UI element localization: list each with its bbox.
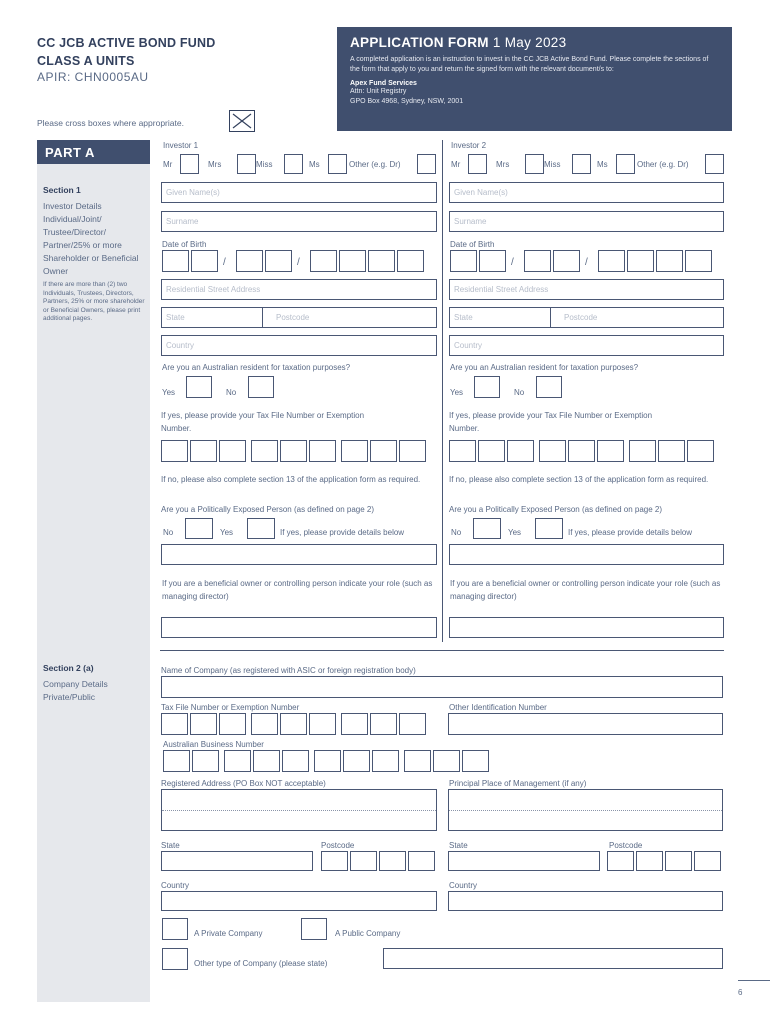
cross-example-box	[229, 110, 255, 132]
registry-company: Apex Fund Services	[350, 80, 417, 87]
company-name-field[interactable]	[161, 676, 723, 698]
abn-digit-box[interactable]	[282, 750, 309, 772]
dob-box[interactable]	[553, 250, 580, 272]
title-checkbox[interactable]	[468, 154, 487, 174]
section1-description: Investor Details Individual/Joint/ Trustee/Director/ Partner/25% or more Shareholder or Beneficial Owner	[43, 201, 139, 276]
pp-postcode-box[interactable]	[665, 851, 692, 871]
cross-icon	[230, 111, 254, 131]
abn-digit-box[interactable]	[163, 750, 190, 772]
pep-yes-label: Yes	[220, 528, 234, 537]
abn-label: Australian Business Number	[163, 740, 264, 749]
company-tfn-digit-box[interactable]	[341, 713, 368, 735]
surname-field[interactable]: Surname	[161, 211, 437, 232]
title-option-label: Ms	[597, 160, 608, 169]
company-country-label: Country	[161, 881, 190, 890]
dob-separator: /	[585, 257, 588, 268]
title-checkbox[interactable]	[572, 154, 591, 174]
section-divider	[160, 650, 724, 651]
registry-address: GPO Box 4968, Sydney, NSW, 2001	[350, 98, 464, 105]
company-country-field[interactable]	[161, 891, 437, 911]
dob-separator: /	[511, 257, 514, 268]
title-checkbox[interactable]	[328, 154, 347, 174]
other-company-checkbox[interactable]	[162, 948, 188, 970]
principal-place-label: Principal Place of Management (if any)	[449, 779, 587, 788]
part-a-label: PART A	[37, 140, 150, 164]
postcode-field: Postcode	[276, 313, 310, 322]
section2-info	[43, 663, 147, 704]
investor-heading: Investor 2	[451, 141, 487, 150]
dob-separator: /	[297, 257, 300, 268]
abn-digit-box[interactable]	[224, 750, 251, 772]
pp-state-field[interactable]	[448, 851, 600, 871]
pep-yes-checkbox[interactable]	[535, 518, 563, 539]
title-option-label: Ms	[309, 160, 320, 169]
tfn-digit-box[interactable]	[190, 440, 217, 462]
tfn-digit-box[interactable]	[539, 440, 566, 462]
country-field[interactable]: Country	[161, 335, 437, 356]
title-checkbox[interactable]	[417, 154, 436, 174]
dob-box[interactable]	[162, 250, 189, 272]
abn-digit-box[interactable]	[433, 750, 460, 772]
title-checkbox[interactable]	[237, 154, 256, 174]
dob-box[interactable]	[479, 250, 506, 272]
pp-postcode-box[interactable]	[694, 851, 721, 871]
pep-detail-label: If yes, please provide details below	[568, 528, 693, 537]
form-date: 1 May 2023	[492, 35, 567, 50]
pep-details-field[interactable]	[449, 544, 724, 565]
section2-description: Company Details Private/Public	[43, 679, 108, 702]
address-line	[162, 810, 436, 811]
company-tfn-digit-box[interactable]	[190, 713, 217, 735]
dob-box[interactable]	[339, 250, 366, 272]
company-tfn-digit-box[interactable]	[309, 713, 336, 735]
resident-question: Are you an Australian resident for taxation purposes?	[450, 363, 639, 372]
resident-yes-checkbox[interactable]	[474, 376, 500, 398]
pep-no-label: No	[451, 528, 462, 537]
abn-digit-box[interactable]	[253, 750, 280, 772]
abn-digit-box[interactable]	[372, 750, 399, 772]
private-company-checkbox[interactable]	[162, 918, 188, 940]
form-title: APPLICATION FORM	[350, 35, 489, 50]
company-state-field[interactable]	[161, 851, 313, 871]
dob-separator: /	[223, 257, 226, 268]
field-divider	[262, 308, 263, 327]
pep-yes-label: Yes	[508, 528, 522, 537]
dob-box[interactable]	[627, 250, 654, 272]
abn-digit-box[interactable]	[404, 750, 431, 772]
principal-place-field[interactable]	[448, 789, 723, 831]
fund-name: CC JCB ACTIVE BOND FUND	[37, 36, 216, 50]
tfn-instruction: If yes, please provide your Tax File Number or Exemption Number.	[449, 411, 653, 433]
company-tfn-digit-box[interactable]	[251, 713, 278, 735]
company-tfn-digit-box[interactable]	[280, 713, 307, 735]
role-field[interactable]	[449, 617, 724, 638]
state-field: State	[454, 313, 473, 322]
investor-heading: Investor 1	[163, 141, 199, 150]
tfn-digit-box[interactable]	[478, 440, 505, 462]
resident-question: Are you an Australian resident for taxation purposes?	[162, 363, 351, 372]
title-checkbox[interactable]	[525, 154, 544, 174]
street-address-field[interactable]: Residential Street Address	[449, 279, 724, 300]
tfn-digit-box[interactable]	[219, 440, 246, 462]
tfn-digit-box[interactable]	[658, 440, 685, 462]
dob-box[interactable]	[685, 250, 712, 272]
resident-no-label: No	[226, 388, 237, 397]
fund-title	[37, 34, 215, 70]
title-option-label: Mr	[163, 160, 173, 169]
section13-note: If no, please also complete section 13 of the application form as required.	[161, 475, 421, 484]
company-postcode-box[interactable]	[408, 851, 435, 871]
dob-box[interactable]	[368, 250, 395, 272]
tfn-digit-box[interactable]	[399, 440, 426, 462]
title-checkbox[interactable]	[284, 154, 303, 174]
apir-code: APIR: CHN0005AU	[37, 70, 149, 84]
tfn-digit-box[interactable]	[568, 440, 595, 462]
section13-note: If no, please also complete section 13 of the application form as required.	[449, 475, 709, 484]
role-instruction: If you are a beneficial owner or controlling person indicate your role (such as managing director)	[162, 579, 433, 601]
dob-label: Date of Birth	[450, 240, 495, 249]
registered-address-label: Registered Address (PO Box NOT acceptable)	[161, 779, 326, 788]
surname-field[interactable]: Surname	[449, 211, 724, 232]
dob-box[interactable]	[310, 250, 337, 272]
company-tfn-digit-box[interactable]	[161, 713, 188, 735]
pep-detail-label: If yes, please provide details below	[280, 528, 405, 537]
section1-info	[43, 185, 147, 324]
pep-question: Are you a Politically Exposed Person (as defined on page 2)	[449, 505, 663, 514]
company-postcode-label: Postcode	[321, 841, 355, 850]
address-line	[449, 810, 722, 811]
pp-country-label: Country	[449, 881, 478, 890]
tfn-digit-box[interactable]	[687, 440, 714, 462]
field-divider	[550, 308, 551, 327]
pep-no-label: No	[163, 528, 174, 537]
abn-digit-box[interactable]	[192, 750, 219, 772]
tfn-digit-box[interactable]	[449, 440, 476, 462]
pp-state-label: State	[449, 841, 468, 850]
company-tfn-digit-box[interactable]	[219, 713, 246, 735]
resident-no-checkbox[interactable]	[248, 376, 274, 398]
pep-no-checkbox[interactable]	[473, 518, 501, 539]
dob-box[interactable]	[524, 250, 551, 272]
country-field[interactable]: Country	[449, 335, 724, 356]
state-postcode-field[interactable]	[161, 307, 437, 328]
pp-country-field[interactable]	[448, 891, 723, 911]
given-name-field[interactable]: Given Name(s)	[449, 182, 724, 203]
pep-yes-checkbox[interactable]	[247, 518, 275, 539]
company-name-label: Name of Company (as registered with ASIC or foreign registration body)	[161, 666, 416, 675]
company-postcode-box[interactable]	[350, 851, 377, 871]
pep-no-checkbox[interactable]	[185, 518, 213, 539]
pep-details-field[interactable]	[161, 544, 437, 565]
role-instruction: If you are a beneficial owner or controlling person indicate your role (such as managing director)	[450, 579, 721, 601]
application-form-header	[337, 27, 732, 131]
tfn-digit-box[interactable]	[161, 440, 188, 462]
title-option-label: Mrs	[496, 160, 510, 169]
investor-divider	[442, 140, 443, 642]
tfn-digit-box[interactable]	[251, 440, 278, 462]
given-name-field[interactable]: Given Name(s)	[161, 182, 437, 203]
role-field[interactable]	[161, 617, 437, 638]
other-company-label: Other type of Company (please state)	[194, 959, 328, 968]
postcode-field: Postcode	[564, 313, 598, 322]
tfn-digit-box[interactable]	[309, 440, 336, 462]
title-checkbox[interactable]	[180, 154, 199, 174]
dob-box[interactable]	[656, 250, 683, 272]
pp-postcode-label: Postcode	[609, 841, 643, 850]
abn-digit-box[interactable]	[343, 750, 370, 772]
title-option-label: Miss	[544, 160, 561, 169]
unit-class: CLASS A UNITS	[37, 54, 135, 68]
form-instruction: A completed application is an instruction to invest in the CC JCB Active Bond Fund. Please complete the sections of the form that apply to you and return the signed form with the relevant document/s to:	[350, 56, 709, 73]
tfn-digit-box[interactable]	[370, 440, 397, 462]
other-company-field[interactable]	[383, 948, 723, 969]
dob-box[interactable]	[191, 250, 218, 272]
abn-digit-box[interactable]	[314, 750, 341, 772]
resident-yes-checkbox[interactable]	[186, 376, 212, 398]
section1-heading: Section 1	[43, 185, 81, 195]
cross-note: Please cross boxes where appropriate.	[37, 118, 184, 128]
dob-box[interactable]	[236, 250, 263, 272]
pp-postcode-box[interactable]	[636, 851, 663, 871]
dob-box[interactable]	[397, 250, 424, 272]
tfn-digit-box[interactable]	[280, 440, 307, 462]
section2-heading: Section 2 (a)	[43, 663, 94, 673]
tfn-digit-box[interactable]	[629, 440, 656, 462]
tfn-digit-box[interactable]	[597, 440, 624, 462]
other-id-field[interactable]	[448, 713, 723, 735]
company-tfn-digit-box[interactable]	[399, 713, 426, 735]
title-option-label: Mrs	[208, 160, 222, 169]
dob-box[interactable]	[450, 250, 477, 272]
title-option-label: Other (e.g. Dr)	[637, 160, 689, 169]
public-company-checkbox[interactable]	[301, 918, 327, 940]
form-title-row	[350, 35, 719, 50]
resident-no-checkbox[interactable]	[536, 376, 562, 398]
company-state-label: State	[161, 841, 180, 850]
section1-note: If there are more than (2) two Individuals, Trustees, Directors, Partners, 25% or more shareholder or Beneficial Owners, please print additional pages.	[43, 281, 145, 322]
page-number-rule	[738, 980, 770, 981]
page-number: 6	[738, 988, 743, 997]
pep-question: Are you a Politically Exposed Person (as defined on page 2)	[161, 505, 375, 514]
street-address-field[interactable]: Residential Street Address	[161, 279, 437, 300]
title-option-label: Miss	[256, 160, 273, 169]
title-checkbox[interactable]	[705, 154, 724, 174]
title-option-label: Mr	[451, 160, 461, 169]
private-company-label: A Private Company	[194, 929, 263, 938]
company-tfn-label: Tax File Number or Exemption Number	[161, 703, 300, 712]
resident-yes-label: Yes	[162, 388, 176, 397]
public-company-label: A Public Company	[335, 929, 401, 938]
resident-yes-label: Yes	[450, 388, 464, 397]
company-postcode-box[interactable]	[379, 851, 406, 871]
dob-label: Date of Birth	[162, 240, 207, 249]
company-tfn-digit-box[interactable]	[370, 713, 397, 735]
pp-postcode-box[interactable]	[607, 851, 634, 871]
other-id-label: Other Identification Number	[449, 703, 547, 712]
title-option-label: Other (e.g. Dr)	[349, 160, 401, 169]
tfn-digit-box[interactable]	[341, 440, 368, 462]
state-postcode-field[interactable]	[449, 307, 724, 328]
registered-address-field[interactable]	[161, 789, 437, 831]
tfn-instruction: If yes, please provide your Tax File Number or Exemption Number.	[161, 411, 365, 433]
registry-attn: Attn: Unit Registry	[350, 88, 407, 95]
tfn-digit-box[interactable]	[507, 440, 534, 462]
abn-digit-box[interactable]	[462, 750, 489, 772]
dob-box[interactable]	[265, 250, 292, 272]
resident-no-label: No	[514, 388, 525, 397]
dob-box[interactable]	[598, 250, 625, 272]
company-postcode-box[interactable]	[321, 851, 348, 871]
title-checkbox[interactable]	[616, 154, 635, 174]
state-field: State	[166, 313, 185, 322]
